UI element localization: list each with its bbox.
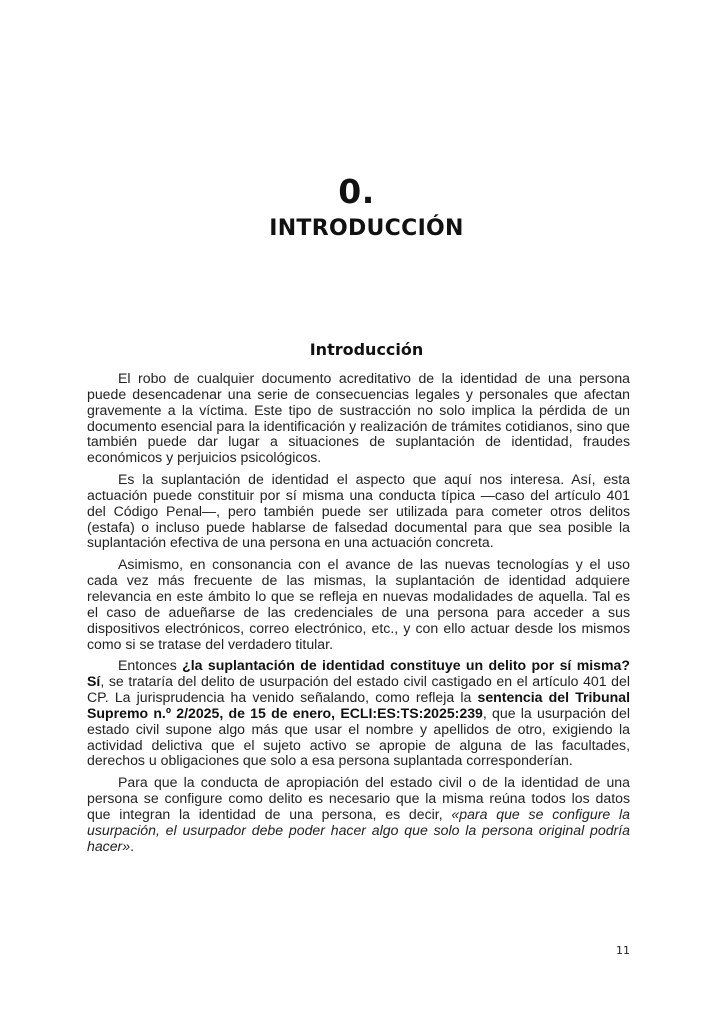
paragraph-1: El robo de cualquier documento acreditativo de la identidad de una persona puede desencadenar una serie de consecuencias legales y personales que afectan gravemente a la víctima. Este tipo de sustracción no solo implica la pérdida de un documento esencial para la identificación y realización de trámites cotidianos, sino que también puede dar lugar a situaciones de suplantación de identidad, fraudes económicos y perjuicios psicológicos.	[87, 370, 630, 466]
section-heading: Introducción	[309, 340, 424, 359]
paragraph-2: Es la suplantación de identidad el aspecto que aquí nos interesa. Así, esta actuación puede constituir por sí misma una conducta típica —caso del artículo 401 del Código Penal—, pero también puede ser utilizada para cometer otros delitos (estafa) o incluso puede hablarse de falsedad documental para que sea posible la suplantación efectiva de una persona en una actuación concreta.	[87, 471, 630, 551]
page-number: 11	[616, 944, 630, 957]
paragraph-4-bold-answer: Sí	[87, 673, 101, 690]
paragraph-4-text-1: Entonces	[118, 657, 183, 674]
paragraph-4-text-4: , que la usurpación del estado civil supone algo más que usar el nombre y apellidos de otro, exigiendo la actividad delictiva que el sujeto activo se apropie de alguna de las facultades, derechos u obligaciones que solo a esa persona suplantada corresponderían.	[87, 704, 630, 769]
paragraph-3: Asimismo, en consonancia con el avance de las nuevas tecnologías y el uso cada vez más frecuente de las mismas, la suplantación de identidad adquiere relevancia en este ámbito lo que se refleja en nuevas modalidades de aquella. Tal es el caso de adueñarse de las credenciales de una persona para acceder a sus dispositivos electrónicos, correo electrónico, etc., y con ello actuar desde los mismos como si se tratase del verdadero titular.	[87, 556, 630, 652]
paragraph-5-text-1: Para que la conducta de apropiación del estado civil o de la identidad de una persona se configure como delito es necesario que la misma reúna todos los datos que integran la identidad de una persona, es decir,	[87, 774, 630, 822]
paragraph-4-text-3: , se trataría del delito de usurpación del estado civil castigado en el artículo 401 del CP. La jurisprudencia ha venido señalando, como refleja la	[87, 673, 630, 706]
chapter-title: INTRODUCCIÓN	[269, 216, 464, 241]
paragraph-5	[87, 775, 630, 854]
paragraph-5-italic-quote: «para que se configure la usurpación, el usurpador debe poder hacer algo que solo la persona original podría hacer»	[87, 805, 630, 854]
paragraph-4-bold-citation: sentencia del Tribunal Supremo n.º 2/2025, de 15 de enero, ECLI:ES:TS:2025:239	[87, 689, 631, 721]
paragraph-4	[87, 658, 630, 769]
chapter-number: 0.	[338, 172, 375, 211]
paragraph-5-text-2: .	[130, 837, 135, 854]
body-text	[87, 371, 630, 860]
paragraph-4-bold-question: ¿la suplantación de identidad constituye un delito por sí misma?	[182, 657, 630, 674]
